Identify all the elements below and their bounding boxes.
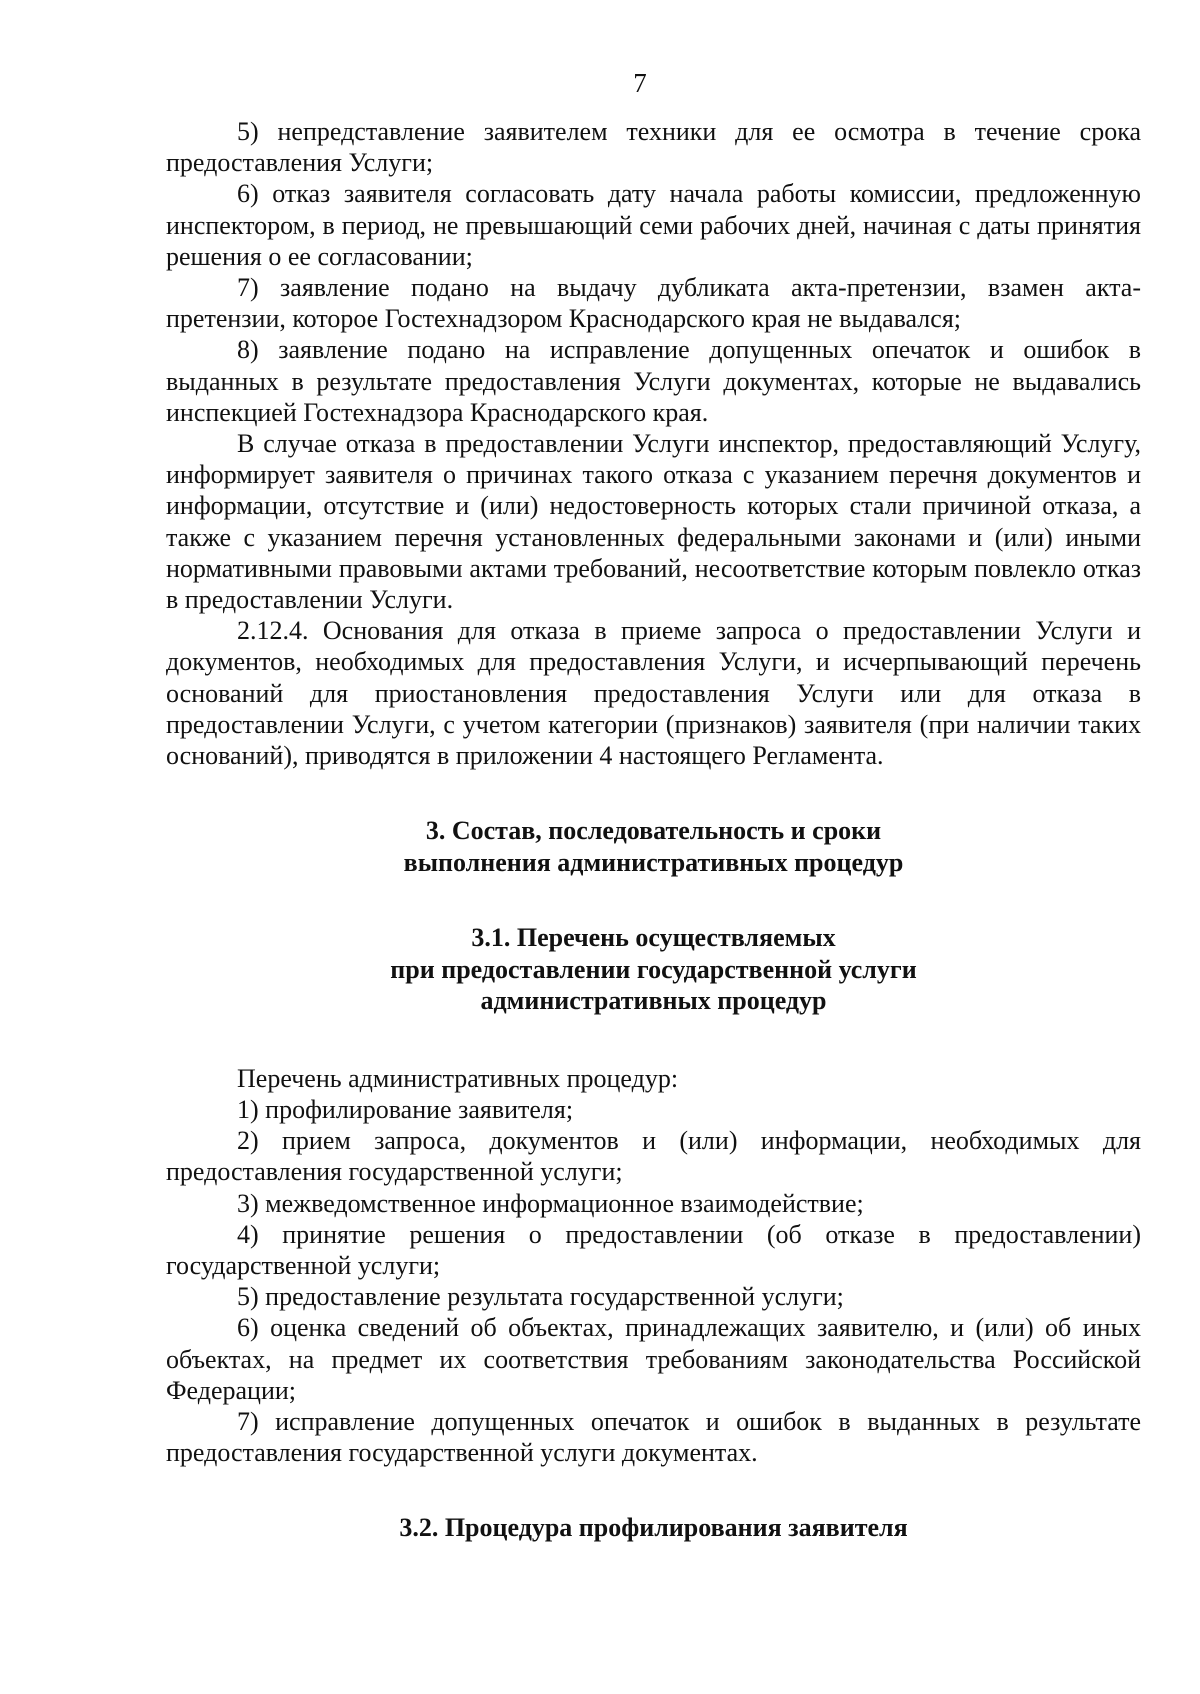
section-3-1-heading-line-1: 3.1. Перечень осуществляемых bbox=[471, 923, 836, 953]
section-3-2-heading: 3.2. Процедура профилирования заявителя bbox=[399, 1513, 908, 1543]
procedure-item-5: 5) предоставление результата государственной услуги; bbox=[237, 1282, 844, 1312]
document-body bbox=[166, 116, 1141, 1544]
section-3-1-heading-line-3: административных процедур bbox=[480, 986, 827, 1016]
procedure-item-7: 7) исправление допущенных опечаток и ошибок в выданных в результате предоставления государственной услуги документах. bbox=[166, 1407, 1141, 1468]
paragraph-item-5: 5) непредставление заявителем техники для ее осмотра в течение срока предоставления Услуги; bbox=[166, 117, 1141, 178]
procedure-item-1: 1) профилирование заявителя; bbox=[237, 1094, 574, 1124]
section-3-1-heading-line-2: при предоставлении государственной услуги bbox=[390, 954, 917, 984]
procedures-list-intro: Перечень административных процедур: bbox=[237, 1063, 679, 1093]
paragraph-item-6: 6) отказ заявителя согласовать дату начала работы комиссии, предложенную инспектором, в период, не превышающий семи рабочих дней, начиная с даты принятия решения о ее согласовании; bbox=[166, 179, 1141, 271]
section-3-heading-line-1: 3. Состав, последовательность и сроки bbox=[425, 816, 882, 846]
paragraph-item-8: 8) заявление подано на исправление допущенных опечаток и ошибок в выданных в результате предоставления Услуги документах, которые не выдавались инспекцией Гостехнадзора Краснодарского края. bbox=[166, 335, 1141, 427]
section-3-1-heading bbox=[166, 922, 1141, 1017]
procedure-item-6: 6) оценка сведений об объектах, принадлежащих заявителю, и (или) об иных объектах, на предмет их соответствия требованиям законодательства Российской Федерации; bbox=[166, 1313, 1141, 1405]
procedure-item-2: 2) прием запроса, документов и (или) информации, необходимых для предоставления государственной услуги; bbox=[166, 1126, 1141, 1187]
paragraph-2-12-4: 2.12.4. Основания для отказа в приеме запроса о предоставлении Услуги и документов, необходимых для предоставления Услуги, и исчерпывающий перечень оснований для приостановления предоставления Услуги или для отказа в предоставлении Услуги, с учетом категории (признаков) заявителя (при наличии таких оснований), приводятся в приложении 4 настоящего Регламента. bbox=[166, 616, 1141, 771]
procedure-item-3: 3) межведомственное информационное взаимодействие; bbox=[237, 1188, 864, 1218]
section-3-heading bbox=[166, 815, 1141, 878]
page-number: 7 bbox=[633, 68, 647, 98]
section-3-heading-line-2: выполнения административных процедур bbox=[403, 847, 904, 877]
paragraph-refusal-info: В случае отказа в предоставлении Услуги инспектор, предоставляющий Услугу, информирует заявителя о причинах такого отказа с указанием перечня документов и информации, отсутствие и (или) недостоверность которых стали причиной отказа, а также с указанием перечня установленных федеральными законами и (или) иными нормативными правовыми актами требований, несоответствие которым повлекло отказ в предоставлении Услуги. bbox=[166, 429, 1141, 615]
paragraph-item-7: 7) заявление подано на выдачу дубликата акта-претензии, взамен акта-претензии, которое Гостехнадзором Краснодарского края не выдавался; bbox=[166, 273, 1141, 334]
procedure-item-4: 4) принятие решения о предоставлении (об отказе в предоставлении) государственной услуги; bbox=[166, 1219, 1141, 1280]
